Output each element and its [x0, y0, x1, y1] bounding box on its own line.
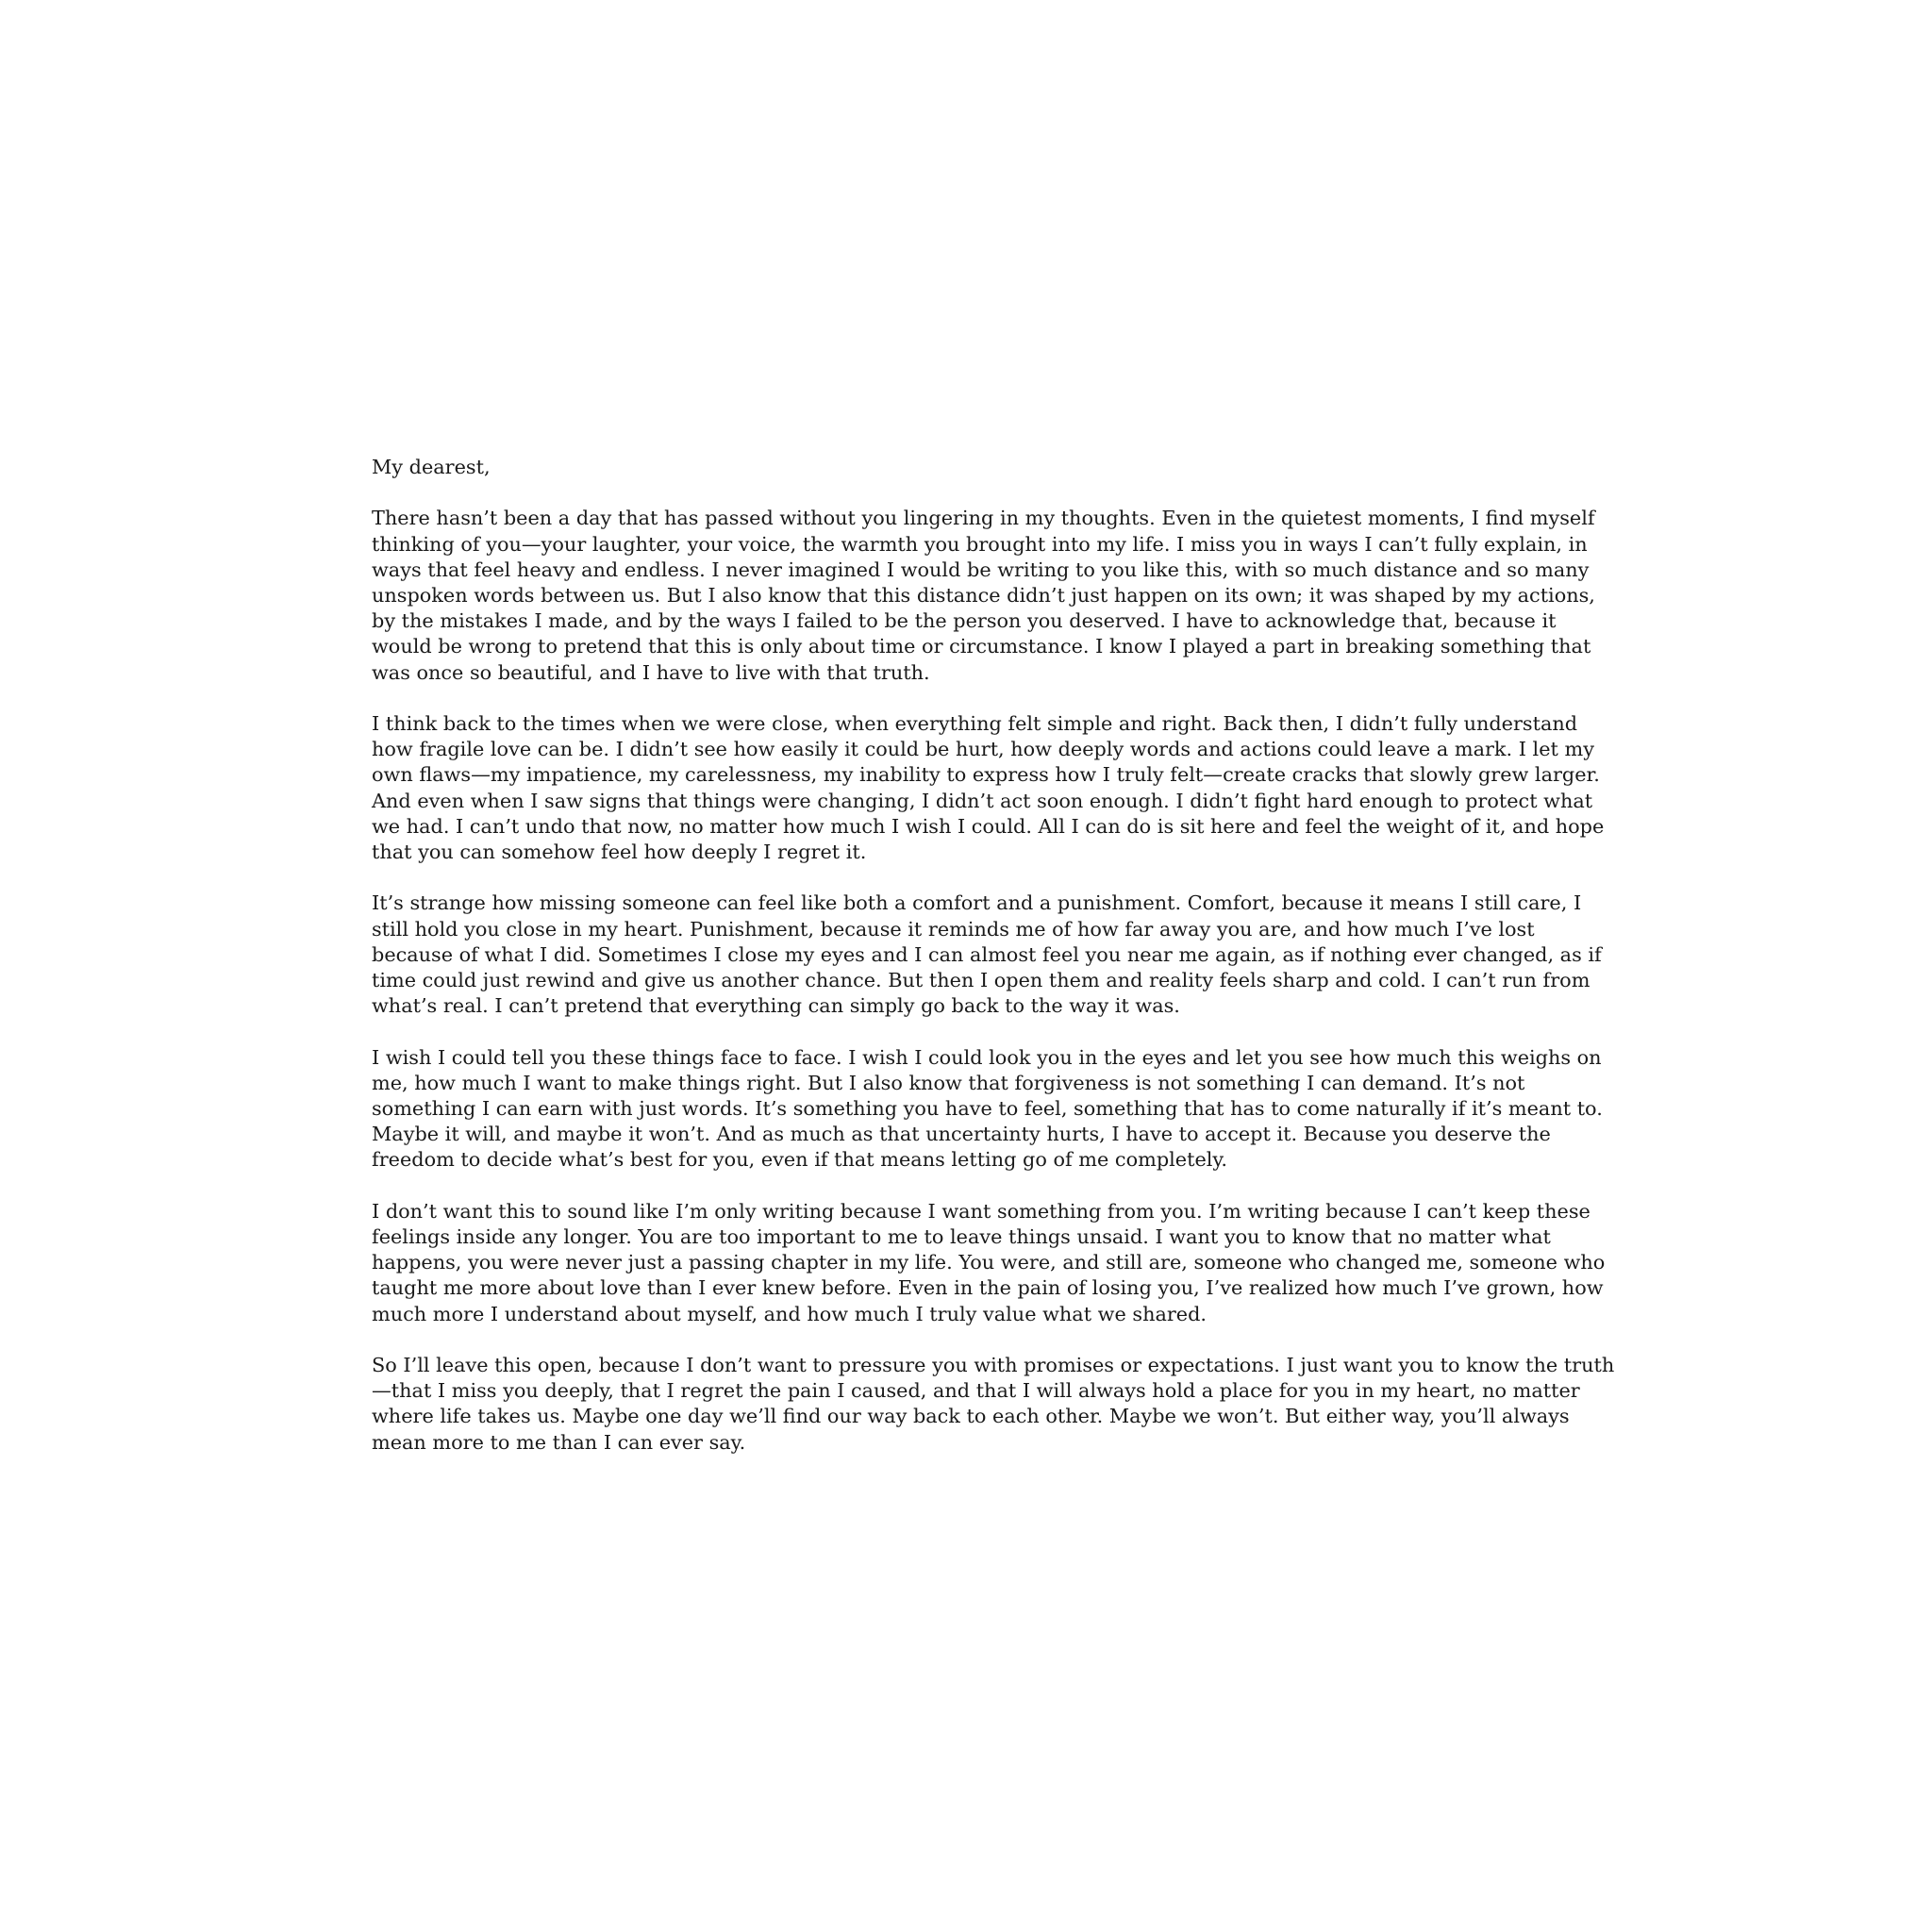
paragraph: I don’t want this to sound like I’m only writing because I want something from you. I’m writing because I can’t keep these feelings inside any longer. You are too important to me to leave things unsaid. I want you to know that no matter what happens, you were never just a passing chapter in my life. You were, and still are, someone who changed me, someone who taught me more about love than I ever knew before. Even in the pain of losing you, I’ve realized how much I’ve grown, how much more I understand about myself, and how much I truly value what we shared.	[372, 1199, 1606, 1325]
paragraph: I think back to the times when we were close, when everything felt simple and right. Back then, I didn’t fully understand how fragile love can be. I didn’t see how easily it could be hurt, how deeply words and actions could leave a mark. I let my own flaws—my impatience, my carelessness, my inability to express how I truly felt—create cracks that slowly grew larger. And even when I saw signs that things were changing, I didn’t act soon enough. I didn’t fight hard enough to protect what we had. I can’t undo that now, no matter how much I wish I could. All I can do is sit here and feel the weight of it, and hope that you can somehow feel how deeply I regret it.	[372, 712, 1605, 864]
paragraph: There hasn’t been a day that has passed without you lingering in my thoughts. Even in the quietest moments, I find myself thinking of you—your laughter, your voice, the warmth you brought into my life. I miss you in ways I can’t fully explain, in ways that feel heavy and endless. I never imagined I would be writing to you like this, with so much distance and so many unspoken words between us. But I also know that this distance didn’t just happen on its own; it was shaped by my actions, by the mistakes I made, and by the ways I failed to be the person you deserved. I have to acknowledge that, because it would be wrong to pretend that this is only about time or circumstance. I know I played a part in breaking something that was once so beautiful, and I have to live with that truth.	[372, 507, 1595, 684]
salutation: My dearest,	[372, 456, 491, 478]
paragraph: It’s strange how missing someone can feel like both a comfort and a punishment. Comfort, because it means I still care, I still hold you close in my heart. Punishment, because it reminds me of how far away you are, and how much I’ve lost because of what I did. Sometimes I close my eyes and I can almost feel you near me again, as if nothing ever changed, as if time could just rewind and give us another chance. But then I open them and reality feels sharp and cold. I can’t run from what’s real. I can’t pretend that everything can simply go back to the way it was.	[372, 891, 1602, 1018]
paragraph: So I’ll leave this open, because I don’t want to pressure you with promises or expectations. I just want you to know the truth—that I miss you deeply, that I regret the pain I caused, and that I will always hold a place for you in my heart, no matter where life takes us. Maybe one day we’ll find our way back to each other. Maybe we won’t. But either way, you’ll always mean more to me than I can ever say.	[372, 1354, 1615, 1454]
paragraph: I wish I could tell you these things face to face. I wish I could look you in the eyes and let you see how much this weighs on me, how much I want to make things right. But I also know that forgiveness is not something I can demand. It’s not something I can earn with just words. It’s something you have to feel, something that has to come naturally if it’s meant to. Maybe it will, and maybe it won’t. And as much as that uncertainty hurts, I have to accept it. Because you deserve the freedom to decide what’s best for you, even if that means letting go of me completely.	[372, 1045, 1603, 1172]
letter-body	[372, 455, 1621, 1456]
